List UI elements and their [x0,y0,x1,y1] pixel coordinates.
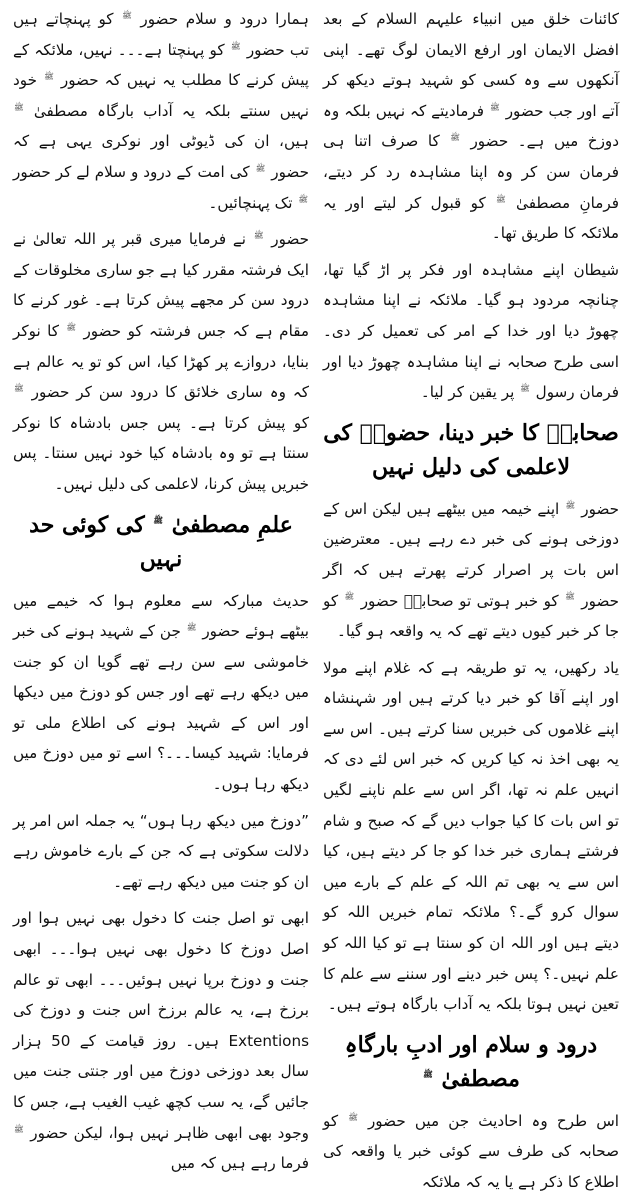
text-run: کو صحابہ کی طرف سے کوئی خبر یا واقعہ کی اطلاع کا ذکر ہے یا یہ کہ ملائکہ [323,1111,619,1191]
text-run: حضور [271,230,310,249]
paragraph [323,1106,619,1198]
text-run: ہیں، ان کی ڈیوٹی اور نوکری یہی ہے کہ حضور [13,132,309,181]
text-run: کو قبول کر لیتے اور یہ ملائکہ کا طریق تھا۔ [323,193,619,243]
text-run: اپنے خیمہ میں بیٹھے ہیں لیکن اس کے دوزخی ہونے کی خبر دے رہے ہیں۔ معترضین اس بات پر اصرار کرتے پھرتے ہیں کہ اگر حضور [323,499,620,610]
text-run: فرما رہے ہیں کہ میں [170,1154,309,1173]
honorific-glyph: ﷺ [565,500,576,510]
honorific-glyph: ﷺ [496,194,506,204]
honorific-glyph: ﷺ [44,72,54,82]
section-heading: صحابہؓ کا خبر دینا، حضورؐ کی لاعلمی کی دلیل نہیں [323,419,619,480]
text-run: کو پہنچتا ہے۔۔۔ نہیں، ملائکہ کے پیش کرنے کا مطلب یہ نہیں کہ حضور [13,40,310,90]
honorific-glyph: ﷺ [423,1069,433,1080]
paragraph [13,4,309,218]
text-run: شیطان اپنے مشاہدہ اور فکر پر اڑ گیا تھا، چنانچہ مردود ہو گیا۔ ملائکہ نے اپنا مشاہدہ چھوڑ دیا اور خدا کے امر کی تعمیل کر دی۔ اسی طرح صحابہ نے اپنا مشاہدہ چھوڑ دیا اور فرمان رسول [323,260,619,402]
honorific-glyph: ﷺ [14,384,24,394]
text-run: حدیث مبارکہ سے معلوم ہوا کہ خیمے میں بیٹھے ہوئے حضور [13,591,310,641]
honorific-glyph: ﷺ [153,515,164,526]
text-run: کو جا کر خبر کیوں دیتے تھے کہ یہ واقعہ ہو گیا۔ [323,591,619,641]
honorific-glyph: ﷺ [450,133,460,143]
paragraph [323,494,619,647]
text-run: نے فرمایا میری قبر پر اللہ تعالیٰ نے ایک فرشتہ مقرر کیا ہے جو ساری مخلوقات کے درود سن کر مجھے پیش کرتا ہے۔ غور کرنے کا مقام ہے کہ جس فرشتہ کو حضور [13,230,310,340]
honorific-glyph: ﷺ [298,194,308,204]
section-heading [13,508,309,576]
honorific-glyph: ﷺ [348,1112,358,1122]
paragraph: ”دوزخ میں دیکھ رہا ہوں“ یہ جملہ اس امر پر دلالت سکوتی ہے کہ جن کے بارے خاموش رہے ان کو جنت میں دیکھ رہے تھے۔ [13,811,309,891]
text-run: ہمارا درود و سلام حضور [140,10,309,28]
text-run: ابھی تو اصل جنت کا دخول بھی نہیں ہوا اور اصل دوزخ کا دخول بھی نہیں ہوا۔۔۔ ابھی جنت و دوزخ برپا نہیں ہوئیں۔۔۔ ابھی تو عالم برزخ ہے، یہ عالم برزخ اس جنت و دوزخ کی [13,909,309,1020]
honorific-glyph: ﷺ [186,623,197,633]
honorific-glyph: ﷺ [344,592,355,602]
text-run: کو پیش کرتا ہے۔ پس جس بادشاہ کا نوکر سنتا ہے تو وہ بادشاہ کیا خود نہیں سنتا۔ پس خبریں پیش کرنا، لاعلمی کی دلیل نہیں۔ [13,413,309,493]
honorific-glyph: ﷺ [230,41,241,51]
text-run: کائنات خلق میں انبیاء علیہم السلام کے بعد افضل الایمان اور ارفع الایمان لوگ تھے۔ اپنی آنکھوں سے وہ کسی کو شہید ہوتے دیکھ کر آتے اور جب حضور [323,10,619,120]
paragraph [13,224,309,499]
text-run: کو پہنچاتے ہیں تب حضور [13,10,309,59]
paragraph [13,586,309,800]
left-column [13,4,310,1173]
text-run: کو خبر ہوتی تو صحابہؓ حضور [360,591,559,610]
right-column [323,4,620,1191]
honorific-glyph: ﷺ [255,163,266,173]
paragraph: یاد رکھیں، یہ تو طریقہ ہے کہ غلام اپنے مولا اور اپنے آقا کو خبر دیا کرتے ہیں اور شہنشاہ اپنے غلاموں کی خبریں سنا کرتے ہیں۔ اس سے یہ بھی اخذ نہ کیا کریں کہ خبر اس لئے دی کہ انہیں علم نہ تھا، اگر اس سے علم ناپنے لگیں تو اس بات کا کیا جواب دیں گے کہ صبح و شام فرشتے ہماری خبر خدا کو جا کر دیتے ہیں، کیا اس سے یہ بھی تم اللہ کے علم کے بارے میں سوال کرو گے۔؟ ملائکہ تمام خبریں اللہ کو دیتے ہیں اور اللہ ان کو سنتا ہے تو کیا اللہ کو علم نہیں۔؟ پس خبر دینے اور سننے سے علم کا تعین نہیں ہوتا بلکہ یہ آداب بارگاہ ہوتے ہیں۔ [323,658,619,1014]
text-run: حضور [581,499,620,518]
honorific-glyph: ﷺ [122,10,132,20]
section-heading [323,1028,619,1096]
honorific-glyph: ﷺ [14,102,24,112]
text-run: جن کے شہید ہونے کی خبر خاموشی سے سن رہے تھے گویا ان کو جنت میں دیکھ رہے تھے اور جس کو دوزخ میں دیکھا اور اس کے شہید ہونے کی اطلاع ملی تو فرمایا: شہید کیسا۔۔۔؟ اسے تو میں دوزخ میں دیکھ رہا ہوں۔ [13,622,309,794]
text-run: اس طرح وہ احادیث جن میں حضور [367,1111,619,1130]
text-run: تک پہنچائیں۔ [208,193,293,212]
text-run: کا نوکر بنایا، دروازے پر کھڑا کیا، اس کو تو یہ عالم ہے کہ وہ ساری خلائق کا درود سن کر حضور [13,321,310,402]
honorific-glyph: ﷺ [565,592,575,602]
honorific-glyph: ﷺ [14,1124,24,1134]
heading-text: علمِ مصطفیٰ [171,511,293,538]
english-term: Extentions [228,1031,310,1050]
text-run: فرمادیتے کہ نہیں بلکہ وہ دوزخ میں ہے۔ حضور [323,101,620,151]
paragraph [323,255,619,408]
paragraph [323,4,619,249]
honorific-glyph: ﷺ [490,102,500,112]
honorific-glyph: ﷺ [253,231,264,241]
heading-text: کی کوئی حد نہیں [29,511,183,572]
text-run: کا صرف اتنا ہی فرمان سن کر وہ اپنا مشاہدہ رد کر دیتے، فرمانِ مصطفیٰ [323,132,620,212]
heading-text: درود و سلام اور ادبِ بارگاہِ مصطفیٰ [344,1031,598,1092]
text-run: ہیں۔ روز قیامت کے 50 ہزار سال بعد دوزخی دوزخ میں اور جنتی جنت میں جائیں گے، یہ سب کچھ غیب الغیب ہے، جس کا وجود بھی ابھی ظاہر نہیں ہوا، لیکن حضور [13,1031,309,1142]
paragraph [13,903,309,1178]
text-run: پر یقین کر لیا۔ [420,383,515,402]
honorific-glyph: ﷺ [66,322,77,332]
text-run: خود نہیں سنتے بلکہ یہ آداب بارگاہ مصطفیٰ [13,71,310,120]
honorific-glyph: ﷺ [520,384,530,394]
text-run: کی امت کے درود و سلام لے کر حضور [13,162,250,181]
